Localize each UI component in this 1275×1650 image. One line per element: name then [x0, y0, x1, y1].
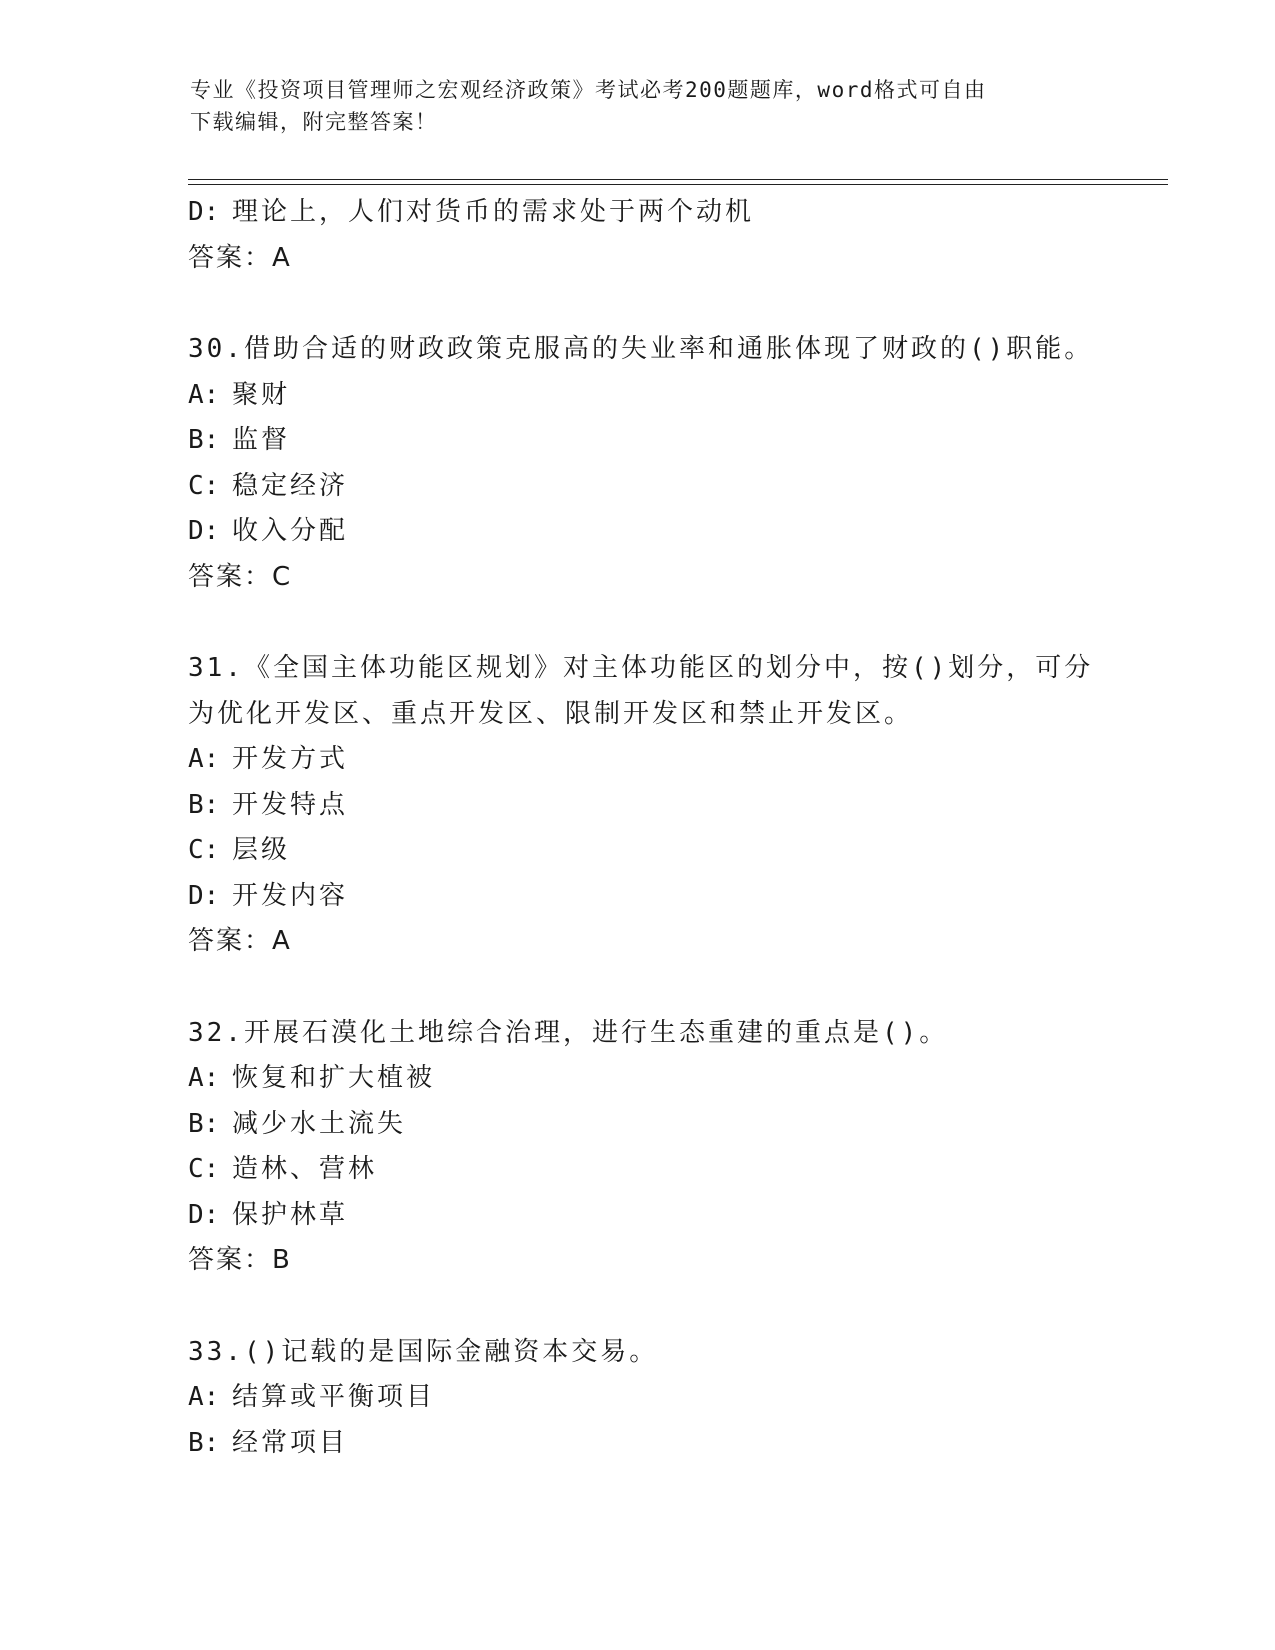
option-key: C: — [188, 835, 220, 865]
question-stem: 31.《全国主体功能区规划》对主体功能区的划分中，按()划分，可分 — [188, 653, 1094, 683]
option-d — [188, 509, 1088, 555]
option-text: 结算或平衡项目 — [232, 1382, 436, 1412]
question-stem: 30.借助合适的财政政策克服高的失业率和通胀体现了财政的()职能。 — [188, 334, 1094, 364]
option-c — [188, 464, 1088, 510]
option-text: 开发特点 — [232, 789, 349, 820]
option-key: A: — [188, 1063, 220, 1093]
question-33 — [188, 1330, 1088, 1467]
option-key: D: — [188, 197, 220, 227]
option-key: C: — [188, 1154, 220, 1184]
header-divider-bottom — [188, 184, 1168, 185]
option-text: 收入分配 — [232, 516, 349, 546]
header-line-1: 专业《投资项目管理师之宏观经济政策》考试必考200题题库，word格式可自由 — [190, 78, 987, 102]
option-key: D: — [188, 516, 220, 546]
header-divider-top — [188, 179, 1168, 180]
option-key: B: — [188, 425, 220, 455]
option-d — [188, 190, 1088, 236]
option-text: 层级 — [232, 835, 291, 865]
option-text: 开发内容 — [232, 880, 349, 911]
option-a — [188, 1056, 1088, 1102]
option-b — [188, 1102, 1088, 1148]
option-b — [188, 418, 1088, 464]
question-30 — [188, 327, 1094, 600]
option-text: 开发方式 — [232, 744, 349, 774]
option-c — [188, 828, 1088, 874]
answer-line: 答案：A — [188, 926, 292, 956]
option-key: A: — [188, 744, 220, 774]
option-text: 保护林草 — [232, 1199, 349, 1230]
option-d — [188, 874, 1088, 920]
option-text: 经常项目 — [232, 1427, 349, 1458]
option-key: D: — [188, 1199, 220, 1230]
answer-line: 答案：B — [188, 1245, 292, 1275]
option-text: 监督 — [232, 425, 291, 455]
option-key: A: — [188, 1382, 220, 1412]
option-d — [188, 1193, 1088, 1239]
option-c — [188, 1147, 1088, 1193]
option-text: 聚财 — [232, 379, 291, 410]
option-a — [188, 373, 1088, 419]
option-text: 恢复和扩大植被 — [232, 1063, 436, 1093]
question-stem-continued: 为优化开发区、重点开发区、限制开发区和禁止开发区。 — [188, 698, 914, 729]
option-key: C: — [188, 470, 220, 501]
answer-line: 答案：C — [188, 561, 293, 592]
option-text: 理论上，人们对货币的需求处于两个动机 — [232, 197, 755, 227]
option-b — [188, 1421, 1088, 1467]
document-header — [190, 74, 1070, 138]
option-key: A: — [188, 379, 220, 410]
option-text: 稳定经济 — [232, 470, 349, 501]
option-a — [188, 737, 1088, 783]
option-b — [188, 783, 1088, 829]
header-line-2: 下载编辑，附完整答案！ — [190, 110, 438, 134]
question-32 — [188, 1011, 1088, 1284]
question-31 — [188, 646, 1094, 965]
option-key: B: — [188, 1427, 220, 1458]
question-list — [188, 190, 1094, 1466]
option-key: B: — [188, 1108, 220, 1139]
option-text: 减少水土流失 — [232, 1108, 407, 1139]
question-stem: 33.()记载的是国际金融资本交易。 — [188, 1336, 659, 1367]
option-text: 造林、营林 — [232, 1154, 378, 1184]
option-key: B: — [188, 789, 220, 820]
option-a — [188, 1375, 1088, 1421]
question-stem: 32.开展石漠化土地综合治理，进行生态重建的重点是()。 — [188, 1017, 949, 1048]
answer-line: 答案：A — [188, 242, 292, 273]
option-key: D: — [188, 880, 220, 911]
